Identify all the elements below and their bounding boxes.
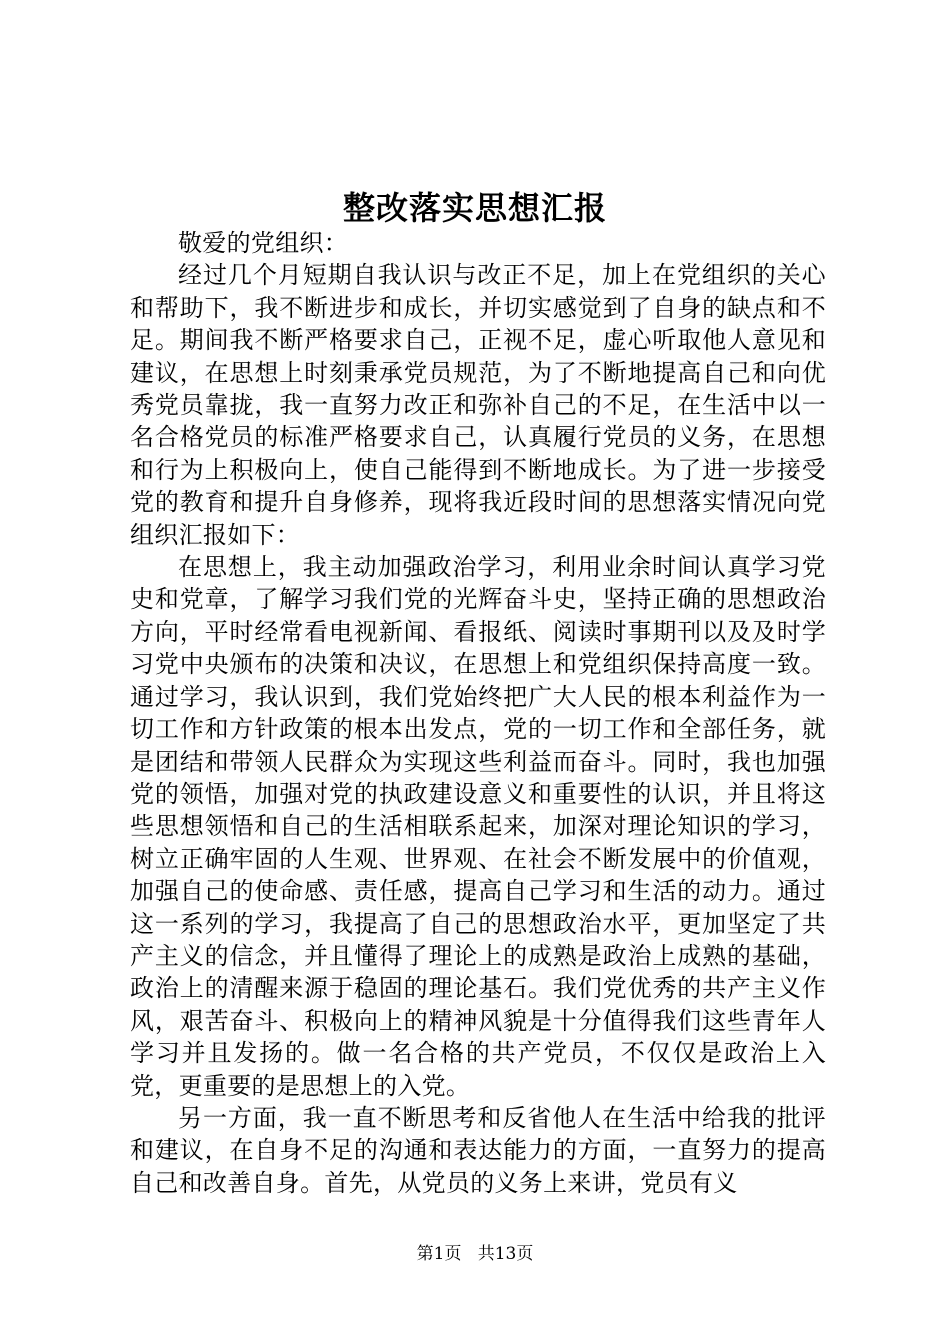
footer-separator <box>467 1244 472 1264</box>
paragraph-3: 另一方面，我一直不断思考和反省他人在生活中给我的批评和建议，在自身不足的沟通和表达能力的方面，一直努力的提高自己和改善自身。首先，从党员的义务上来讲，党员有义 <box>130 1103 826 1197</box>
page-total: 共13页 <box>477 1244 534 1264</box>
paragraph-2: 在思想上，我主动加强政治学习，利用业余时间认真学习党史和党章，了解学习我们党的光辉奋斗史，坚持正确的思想政治方向，平时经常看电视新闻、看报纸、阅读时事期刊以及及时学习党中央颁布的决策和决议，在思想上和党组织保持高度一致。通过学习，我认识到，我们党始终把广大人民的根本利益作为一切工作和方针政策的根本出发点，党的一切工作和全部任务，就是团结和带领人民群众为实现这些利益而奋斗。同时，我也加强党的领悟，加强对党的执政建设意义和重要性的认识，并且将这些思想领悟和自己的生活相联系起来，加深对理论知识的学习，树立正确牢固的人生观、世界观、在社会不断发展中的价值观，加强自己的使命感、责任感，提高自己学习和生活的动力。通过这一系列的学习，我提高了自己的思想政治水平，更加坚定了共产主义的信念，并且懂得了理论上的成熟是政治上成熟的基础，政治上的清醒来源于稳固的理论基石。我们党优秀的共产主义作风，艰苦奋斗、积极向上的精神风貌是十分值得我们这些青年人学习并且发扬的。做一名合格的共产党员，不仅仅是政治上入党，更重要的是思想上的入党。 <box>130 553 826 1100</box>
document-body <box>130 227 826 1199</box>
document-title: 整改落实思想汇报 <box>342 189 607 227</box>
salutation: 敬爱的党组织： <box>178 229 349 257</box>
page-footer <box>0 1242 950 1266</box>
paragraph-1: 经过几个月短期自我认识与改正不足，加上在党组织的关心和帮助下，我不断进步和成长，并切实感觉到了自身的缺点和不足。期间我不断严格要求自己，正视不足，虚心听取他人意见和建议，在思想上时刻秉承党员规范，为了不断地提高自己和向优秀党员靠拢，我一直努力改正和弥补自己的不足，在生活中以一名合格党员的标准严格要求自己，认真履行党员的义务，在思想和行为上积极向上，使自己能得到不断地成长。为了进一步接受党的教育和提升自身修养，现将我近段时间的思想落实情况向党组织汇报如下： <box>130 261 826 549</box>
page-number: 第1页 <box>416 1244 462 1264</box>
